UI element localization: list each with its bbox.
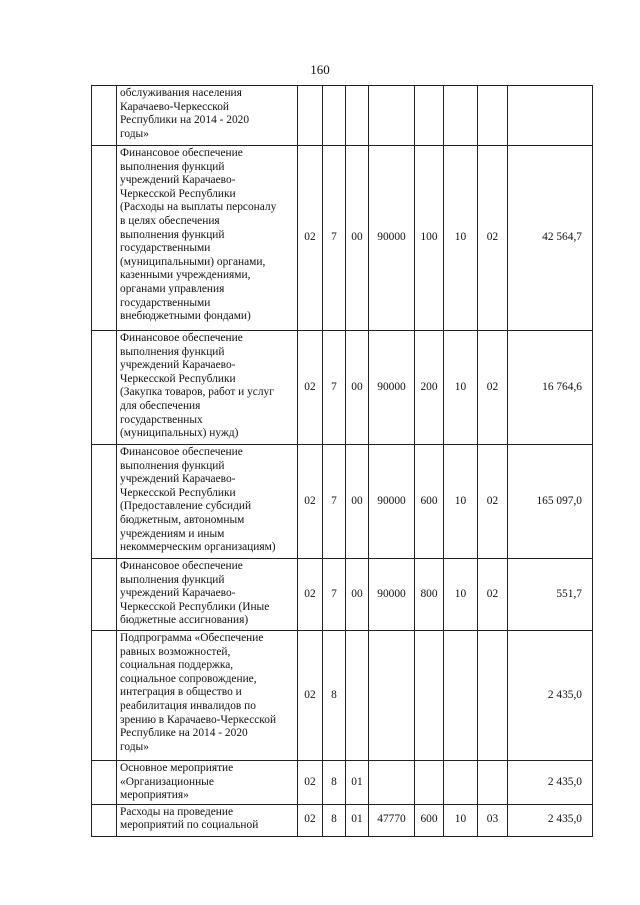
cell-section: 10 bbox=[444, 146, 478, 331]
cell-section: 10 bbox=[444, 331, 478, 445]
table-row bbox=[92, 86, 593, 146]
cell-subprogram bbox=[346, 631, 369, 761]
cell-subsection: 02 bbox=[478, 559, 508, 631]
table-row bbox=[92, 445, 593, 559]
cell-amount: 2 435,0 bbox=[508, 804, 593, 836]
cell-subsection: 03 bbox=[478, 804, 508, 836]
cell-name: Расходы на проведение мероприятий по социальной bbox=[117, 804, 298, 836]
cell-section: 10 bbox=[444, 804, 478, 836]
cell-subsection: 02 bbox=[478, 445, 508, 559]
cell-subprogram: 00 bbox=[346, 445, 369, 559]
cell-direction bbox=[369, 86, 415, 146]
cell-name: Финансовое обеспечение выполнения функций учреждений Карачаево- Черкесской Республики (Закупка товаров, работ и услуг для обеспечения государственных (муниципальных) нужд) bbox=[117, 331, 298, 445]
table-row bbox=[92, 631, 593, 761]
cell-direction bbox=[369, 761, 415, 805]
cell-program: 8 bbox=[323, 761, 346, 805]
cell-name: Финансовое обеспечение выполнения функций учреждений Карачаево- Черкесской Республики (Расходы на выплаты персоналу в целях обеспечения выполнения функций государственными (муниципальными) органами, казенными учреждениями, органами управления государственными внебюджетными фондами) bbox=[117, 146, 298, 331]
cell-ministry: 02 bbox=[298, 631, 323, 761]
cell-subprogram bbox=[346, 86, 369, 146]
cell-blank bbox=[92, 86, 117, 146]
cell-direction: 90000 bbox=[369, 146, 415, 331]
cell-name: Основное мероприятие «Организационные мероприятия» bbox=[117, 761, 298, 805]
cell-expense-type: 200 bbox=[415, 331, 444, 445]
table-row bbox=[92, 559, 593, 631]
cell-ministry: 02 bbox=[298, 804, 323, 836]
cell-direction: 90000 bbox=[369, 445, 415, 559]
cell-program: 7 bbox=[323, 445, 346, 559]
cell-ministry: 02 bbox=[298, 559, 323, 631]
cell-expense-type bbox=[415, 761, 444, 805]
cell-subsection: 02 bbox=[478, 146, 508, 331]
budget-table bbox=[91, 85, 593, 837]
table-row bbox=[92, 804, 593, 836]
cell-program: 7 bbox=[323, 331, 346, 445]
cell-direction: 47770 bbox=[369, 804, 415, 836]
cell-blank bbox=[92, 146, 117, 331]
cell-ministry: 02 bbox=[298, 445, 323, 559]
cell-section: 10 bbox=[444, 559, 478, 631]
cell-blank bbox=[92, 445, 117, 559]
cell-expense-type bbox=[415, 86, 444, 146]
cell-subprogram: 01 bbox=[346, 804, 369, 836]
cell-subprogram: 00 bbox=[346, 331, 369, 445]
cell-program: 7 bbox=[323, 559, 346, 631]
cell-direction: 90000 bbox=[369, 559, 415, 631]
cell-program: 8 bbox=[323, 804, 346, 836]
cell-subsection bbox=[478, 761, 508, 805]
cell-amount bbox=[508, 86, 593, 146]
cell-name: Финансовое обеспечение выполнения функций учреждений Карачаево- Черкесской Республики (Предоставление субсидий бюджетным, автономным учреждениям и иным некоммерческим организациям) bbox=[117, 445, 298, 559]
cell-direction bbox=[369, 631, 415, 761]
table-row bbox=[92, 146, 593, 331]
cell-ministry: 02 bbox=[298, 331, 323, 445]
cell-expense-type: 800 bbox=[415, 559, 444, 631]
cell-ministry: 02 bbox=[298, 761, 323, 805]
cell-name: Финансовое обеспечение выполнения функций учреждений Карачаево- Черкесской Республики (Иные бюджетные ассигнования) bbox=[117, 559, 298, 631]
cell-section bbox=[444, 761, 478, 805]
cell-subsection: 02 bbox=[478, 331, 508, 445]
cell-section bbox=[444, 631, 478, 761]
cell-subprogram: 00 bbox=[346, 146, 369, 331]
cell-amount: 551,7 bbox=[508, 559, 593, 631]
table-row bbox=[92, 331, 593, 445]
cell-expense-type: 600 bbox=[415, 804, 444, 836]
cell-expense-type bbox=[415, 631, 444, 761]
cell-expense-type: 600 bbox=[415, 445, 444, 559]
cell-subprogram: 00 bbox=[346, 559, 369, 631]
cell-subsection bbox=[478, 86, 508, 146]
cell-blank bbox=[92, 804, 117, 836]
cell-amount: 2 435,0 bbox=[508, 631, 593, 761]
cell-blank bbox=[92, 559, 117, 631]
cell-section: 10 bbox=[444, 445, 478, 559]
cell-expense-type: 100 bbox=[415, 146, 444, 331]
cell-blank bbox=[92, 761, 117, 805]
page-number: 160 bbox=[310, 62, 330, 77]
cell-program bbox=[323, 86, 346, 146]
cell-direction: 90000 bbox=[369, 331, 415, 445]
cell-amount: 16 764,6 bbox=[508, 331, 593, 445]
cell-amount: 165 097,0 bbox=[508, 445, 593, 559]
cell-program: 7 bbox=[323, 146, 346, 331]
budget-table-body bbox=[92, 86, 593, 837]
cell-subsection bbox=[478, 631, 508, 761]
cell-amount: 42 564,7 bbox=[508, 146, 593, 331]
table-row bbox=[92, 761, 593, 805]
cell-subprogram: 01 bbox=[346, 761, 369, 805]
cell-ministry bbox=[298, 86, 323, 146]
cell-section bbox=[444, 86, 478, 146]
cell-program: 8 bbox=[323, 631, 346, 761]
cell-ministry: 02 bbox=[298, 146, 323, 331]
cell-amount: 2 435,0 bbox=[508, 761, 593, 805]
cell-blank bbox=[92, 331, 117, 445]
cell-name: обслуживания населения Карачаево-Черкесской Республики на 2014 - 2020 годы» bbox=[117, 86, 298, 146]
cell-blank bbox=[92, 631, 117, 761]
cell-name: Подпрограмма «Обеспечение равных возможностей, социальная поддержка, социальное сопровождение, интеграция в общество и реабилитация инвалидов по зрению в Карачаево-Черкесской Республике на 2014 - 2020 годы» bbox=[117, 631, 298, 761]
